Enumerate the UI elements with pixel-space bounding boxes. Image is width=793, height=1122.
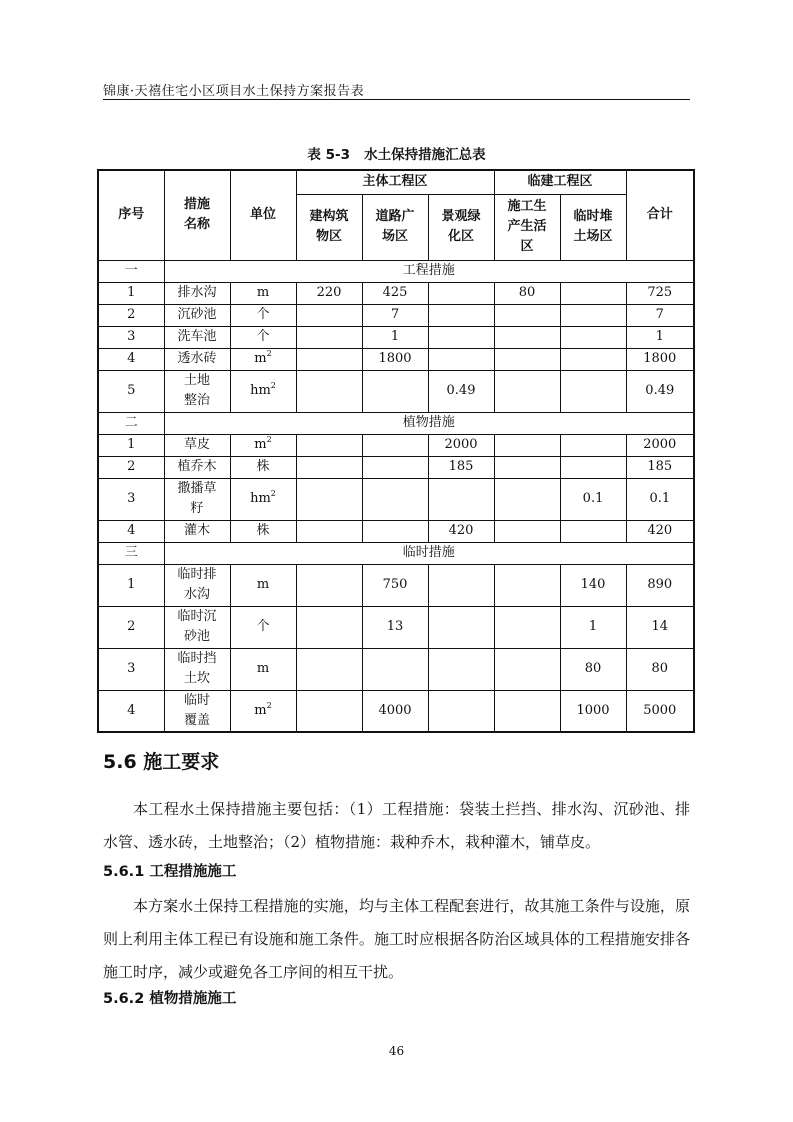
value-cell: 0.49 [428,370,494,412]
value-cell [296,370,362,412]
value-cell: 80 [494,282,560,304]
total-cell: 1 [626,326,694,348]
measure-name: 植乔木 [164,456,230,478]
value-cell [296,564,362,606]
row-number: 1 [98,564,164,606]
unit-text: m [256,285,270,300]
unit-superscript: 2 [270,489,276,498]
value-cell: 420 [428,520,494,542]
section-index: 一 [98,260,164,282]
value-cell [296,434,362,456]
value-cell [362,456,428,478]
section-label: 工程措施 [164,260,694,282]
unit-cell [230,478,296,520]
value-cell [296,304,362,326]
unit-superscript: 2 [266,349,272,358]
table-title: 表 5-3 水土保持措施汇总表 [307,147,486,163]
measure-name: 临时排 水沟 [164,564,230,606]
table-row [98,348,694,370]
row-number: 2 [98,304,164,326]
table-row [98,478,694,520]
unit-superscript: 2 [270,381,276,390]
value-cell [428,690,494,732]
header-col: 道路广 场区 [362,194,428,260]
measure-name: 洗车池 [164,326,230,348]
table-row [98,456,694,478]
header-unit: 单位 [230,170,296,260]
row-number: 1 [98,434,164,456]
value-cell [428,564,494,606]
value-cell [494,648,560,690]
measure-name: 排水沟 [164,282,230,304]
value-cell [494,520,560,542]
value-cell [494,434,560,456]
unit-text: m [254,702,267,718]
value-cell: 140 [560,564,626,606]
section-label: 临时措施 [164,542,694,564]
measure-name: 临时挡 土坎 [164,648,230,690]
value-cell [494,348,560,370]
row-number: 1 [98,282,164,304]
row-number: 5 [98,370,164,412]
value-cell: 425 [362,282,428,304]
unit-text: 个 [256,329,270,344]
value-cell [560,348,626,370]
running-header: 锦康·天禧住宅小区项目水土保持方案报告表 [103,84,365,99]
total-cell: 2000 [626,434,694,456]
value-cell [494,564,560,606]
table-row [98,304,694,326]
value-cell [494,606,560,648]
unit-cell [230,304,296,326]
value-cell: 0.1 [560,478,626,520]
header-col: 建构筑 物区 [296,194,362,260]
value-cell: 80 [560,648,626,690]
unit-text: 个 [256,307,270,322]
section-row [98,542,694,564]
value-cell [560,304,626,326]
table-row [98,370,694,412]
header-group-temp: 临建工程区 [494,170,626,194]
row-number: 3 [98,648,164,690]
value-cell [494,326,560,348]
measure-name: 撒播草 籽 [164,478,230,520]
header-index: 序号 [98,170,164,260]
unit-superscript: 2 [266,700,272,710]
value-cell [428,304,494,326]
value-cell [428,606,494,648]
total-cell: 14 [626,606,694,648]
table-row [98,326,694,348]
total-cell: 0.1 [626,478,694,520]
total-cell: 5000 [626,690,694,732]
header-total: 合计 [626,170,694,260]
unit-text: hm [250,491,271,506]
table-row [98,282,694,304]
value-cell [560,434,626,456]
value-cell [560,456,626,478]
value-cell [560,370,626,412]
unit-cell [230,348,296,370]
table-row [98,606,694,648]
total-cell: 890 [626,564,694,606]
unit-superscript: 2 [266,435,272,444]
measure-name: 透水砖 [164,348,230,370]
row-number: 4 [98,348,164,370]
unit-cell [230,648,296,690]
table-row [98,564,694,606]
unit-text: hm [250,383,271,398]
unit-cell [230,326,296,348]
value-cell [296,348,362,370]
total-cell: 420 [626,520,694,542]
header-rule [103,99,690,100]
value-cell [362,434,428,456]
value-cell: 2000 [428,434,494,456]
total-cell: 1800 [626,348,694,370]
value-cell [428,282,494,304]
unit-cell [230,606,296,648]
unit-text: 株 [256,459,270,474]
row-number: 2 [98,606,164,648]
measure-name: 沉砂池 [164,304,230,326]
intro-paragraph: 本工程水土保持措施主要包括：（1）工程措施：袋装土拦挡、排水沟、沉砂池、排水管、透水砖，土地整治；（2）植物措施：栽种乔木，栽种灌木，铺草皮。 [103,800,690,851]
row-number: 3 [98,478,164,520]
value-cell: 7 [362,304,428,326]
value-cell: 1000 [560,690,626,732]
header-measure-name: 措施 名称 [164,170,230,260]
value-cell: 4000 [362,690,428,732]
unit-text: m [254,351,267,366]
value-cell [296,326,362,348]
section-label: 植物措施 [164,412,694,434]
value-cell [494,456,560,478]
table-row [98,690,694,732]
value-cell [362,478,428,520]
header-col: 景观绿 化区 [428,194,494,260]
value-cell [560,326,626,348]
value-cell: 1 [362,326,428,348]
unit-text: m [256,661,270,676]
unit-cell [230,370,296,412]
section-index: 三 [98,542,164,564]
value-cell [428,478,494,520]
unit-cell [230,456,296,478]
value-cell [296,648,362,690]
total-cell: 185 [626,456,694,478]
table-row [98,434,694,456]
unit-cell [230,434,296,456]
row-number: 2 [98,456,164,478]
subsection-heading-vegetation: 5.6.2 植物措施施工 [103,991,237,1007]
total-cell: 80 [626,648,694,690]
value-cell [296,456,362,478]
value-cell [296,520,362,542]
unit-cell [230,520,296,542]
header-col: 施工生 产生活 区 [494,194,560,260]
value-cell [362,520,428,542]
value-cell [428,648,494,690]
value-cell [362,648,428,690]
unit-text: 个 [256,619,270,634]
value-cell [494,690,560,732]
section-index: 二 [98,412,164,434]
subsection-heading-engineering: 5.6.1 工程措施施工 [103,864,237,880]
section-heading: 5.6 施工要求 [103,751,220,773]
measures-summary-table [97,169,695,733]
row-number: 4 [98,690,164,732]
value-cell: 1 [560,606,626,648]
section-row [98,260,694,282]
value-cell [362,370,428,412]
value-cell [560,520,626,542]
value-cell [494,304,560,326]
value-cell: 1800 [362,348,428,370]
unit-text: m [256,577,270,592]
value-cell [494,370,560,412]
engineering-paragraph: 本方案水土保持工程措施的实施，均与主体工程配套进行，故其施工条件与设施，原则上利用主体工程已有设施和施工条件。施工时应根据各防治区域具体的工程措施安排各施工时序，减少或避免各工序间的相互干扰。 [103,897,690,981]
total-cell: 725 [626,282,694,304]
table-row [98,520,694,542]
value-cell: 750 [362,564,428,606]
unit-cell [230,690,296,732]
measure-name: 临时沉 砂池 [164,606,230,648]
unit-text: m [254,437,267,452]
table-row [98,648,694,690]
unit-cell [230,564,296,606]
measure-name: 灌木 [164,520,230,542]
header-col: 临时堆 土场区 [560,194,626,260]
value-cell [560,282,626,304]
row-number: 3 [98,326,164,348]
measure-name: 草皮 [164,434,230,456]
value-cell: 185 [428,456,494,478]
row-number: 4 [98,520,164,542]
value-cell [296,478,362,520]
total-cell: 7 [626,304,694,326]
measure-name: 临时 覆盖 [164,690,230,732]
measure-name: 土地 整治 [164,370,230,412]
value-cell [494,478,560,520]
value-cell [296,606,362,648]
value-cell [296,690,362,732]
value-cell: 220 [296,282,362,304]
value-cell: 13 [362,606,428,648]
header-group-main: 主体工程区 [296,170,494,194]
unit-cell [230,282,296,304]
page-number: 46 [388,1044,405,1058]
section-row [98,412,694,434]
value-cell [428,326,494,348]
value-cell [428,348,494,370]
unit-text: 株 [256,523,270,538]
table-body [98,260,694,732]
total-cell: 0.49 [626,370,694,412]
